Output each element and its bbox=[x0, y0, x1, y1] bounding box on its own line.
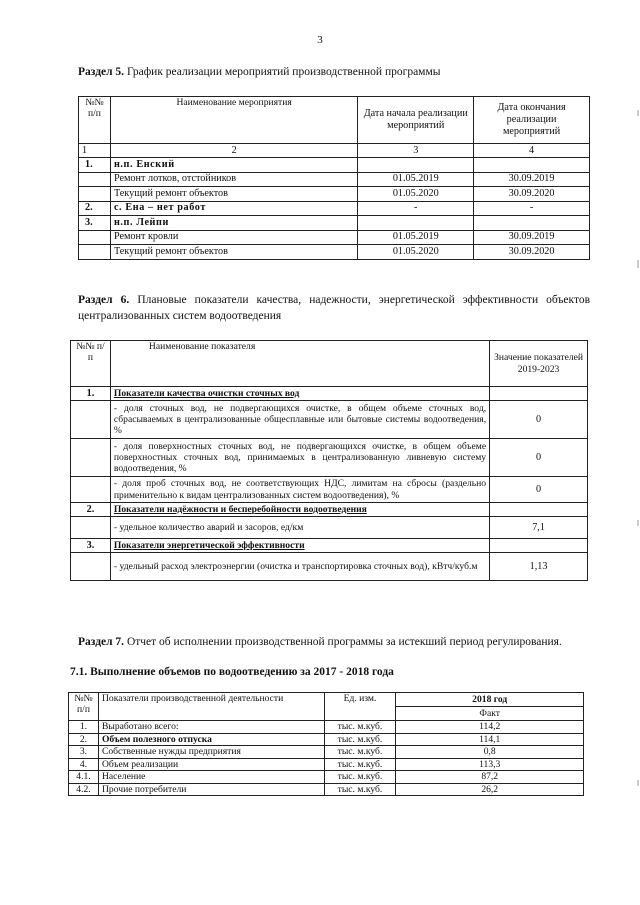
s6-table-row bbox=[71, 539, 588, 553]
s7-row-value: 26,2 bbox=[396, 783, 584, 796]
section6-title-line1: Плановые показатели качества, надежности, энергетической эффективности объектов bbox=[137, 294, 591, 306]
scan-edge-marks bbox=[634, 0, 640, 905]
s7-row-name: Объем полезного отпуска bbox=[98, 733, 324, 746]
s7-table-row bbox=[69, 721, 584, 734]
s7-row-unit: тыс. м.куб. bbox=[324, 721, 396, 734]
s6-row-value: 0 bbox=[490, 477, 588, 503]
s5-row-end: 30.09.2020 bbox=[474, 187, 590, 202]
s6-header-num: №№ п/п bbox=[71, 341, 111, 387]
s6-row-value: 0 bbox=[490, 439, 588, 477]
s7-header-num: №№ п/п bbox=[69, 693, 99, 721]
s6-row-num bbox=[71, 477, 111, 503]
s6-table-row bbox=[71, 503, 588, 517]
s6-row-value bbox=[490, 503, 588, 517]
s5-colnum-2: 2 bbox=[110, 144, 357, 158]
s5-row-name: Текущий ремонт объектов bbox=[110, 187, 357, 202]
s6-row-value: 1,13 bbox=[490, 553, 588, 581]
s5-colnum-3: 3 bbox=[358, 144, 474, 158]
s7-table-row bbox=[69, 771, 584, 784]
page-number: 3 bbox=[317, 34, 323, 46]
s6-rows bbox=[71, 387, 588, 581]
section7-subtitle: 7.1. Выполнение объемов по водоотведению за 2017 - 2018 года bbox=[70, 666, 394, 678]
s5-table-row bbox=[79, 158, 590, 173]
s7-header-year: 2018 год bbox=[396, 693, 584, 707]
s7-row-value: 114,2 bbox=[396, 721, 584, 734]
s5-rows bbox=[79, 158, 590, 260]
s7-row-name: Прочие потребители bbox=[98, 783, 324, 796]
s7-row-num: 4.2. bbox=[69, 783, 99, 796]
s5-row-start: 01.05.2020 bbox=[358, 245, 474, 260]
s6-table-row bbox=[71, 439, 588, 477]
s7-row-num: 3. bbox=[69, 746, 99, 759]
s7-row-num: 2. bbox=[69, 733, 99, 746]
s6-row-value: 0 bbox=[490, 401, 588, 439]
s5-row-start bbox=[358, 158, 474, 173]
s5-table-row bbox=[79, 172, 590, 187]
s5-table-row bbox=[79, 216, 590, 231]
s5-row-end: - bbox=[474, 201, 590, 216]
s7-row-unit: тыс. м.куб. bbox=[324, 733, 396, 746]
s5-row-num bbox=[79, 172, 111, 187]
s5-row-num bbox=[79, 245, 111, 260]
s5-table-row bbox=[79, 230, 590, 245]
s7-row-name: Объем реализации bbox=[98, 758, 324, 771]
s5-row-start: 01.05.2019 bbox=[358, 230, 474, 245]
s5-header-name: Наименование мероприятия bbox=[110, 97, 357, 144]
section5-table bbox=[78, 96, 590, 260]
s5-row-end bbox=[474, 216, 590, 231]
s6-row-name: Показатели качества очистки сточных вод bbox=[110, 387, 489, 401]
s5-row-end: 30.09.2020 bbox=[474, 245, 590, 260]
s7-table-row bbox=[69, 783, 584, 796]
s7-row-value: 87,2 bbox=[396, 771, 584, 784]
s5-row-start: 01.05.2019 bbox=[358, 172, 474, 187]
s5-row-num bbox=[79, 230, 111, 245]
s5-table-row bbox=[79, 245, 590, 260]
s5-row-name: с. Ена – нет работ bbox=[110, 201, 357, 216]
s5-header-num: №№ п/п bbox=[79, 97, 111, 144]
s5-row-name: н.п. Лейпи bbox=[110, 216, 357, 231]
section7-table bbox=[68, 692, 584, 796]
section6-table bbox=[70, 340, 588, 581]
s6-table-row bbox=[71, 387, 588, 401]
s5-colnum-4: 4 bbox=[474, 144, 590, 158]
s6-row-num bbox=[71, 439, 111, 477]
s5-row-start: - bbox=[358, 201, 474, 216]
s6-row-value: 7,1 bbox=[490, 517, 588, 539]
s5-row-end bbox=[474, 158, 590, 173]
s6-row-num: 2. bbox=[71, 503, 111, 517]
s6-header-name: Наименование показателя bbox=[110, 341, 489, 387]
s7-rows bbox=[69, 721, 584, 796]
s7-row-value: 0,8 bbox=[396, 746, 584, 759]
section6-number: Раздел 6. bbox=[78, 294, 130, 306]
s7-header-unit: Ед. изм. bbox=[324, 693, 396, 721]
s7-row-num: 4. bbox=[69, 758, 99, 771]
s6-header-value: Значение показателей 2019-2023 bbox=[490, 341, 588, 387]
section6-title-line2: централизованных систем водоотведения bbox=[78, 310, 282, 322]
s5-table-row bbox=[79, 201, 590, 216]
s5-row-name: н.п. Енский bbox=[110, 158, 357, 173]
s6-table-row bbox=[71, 401, 588, 439]
s5-row-start: 01.05.2020 bbox=[358, 187, 474, 202]
s5-row-num bbox=[79, 187, 111, 202]
s5-row-num: 3. bbox=[79, 216, 111, 231]
s6-row-value bbox=[490, 539, 588, 553]
section7-heading bbox=[78, 636, 562, 648]
s5-table-row bbox=[79, 187, 590, 202]
section5-number: Раздел 5. bbox=[78, 66, 125, 78]
s6-row-num: 1. bbox=[71, 387, 111, 401]
s6-row-name: - удельный расход электроэнергии (очистка и транспортировка сточных вод), кВтч/куб.м bbox=[110, 553, 489, 581]
s5-row-name: Текущий ремонт объектов bbox=[110, 245, 357, 260]
s6-table-row bbox=[71, 553, 588, 581]
s7-table-row bbox=[69, 746, 584, 759]
s5-colnum-1: 1 bbox=[79, 144, 111, 158]
section5-title: График реализации мероприятий производственной программы bbox=[126, 66, 441, 78]
s6-row-name: - доля сточных вод, не подвергающихся очистке, в общем объеме сточных вод, сбрасываемых в централизованные общесплавные или бытовые системы водоотведения, % bbox=[110, 401, 489, 439]
s7-header-name: Показатели производственной деятельности bbox=[98, 693, 324, 721]
s5-row-num: 1. bbox=[79, 158, 111, 173]
s7-table-row bbox=[69, 758, 584, 771]
section7-title: Отчет об исполнении производственной программы за истекший период регулирования. bbox=[126, 636, 562, 648]
s7-table-row bbox=[69, 733, 584, 746]
s6-row-name: Показатели надёжности и бесперебойности водоотведения bbox=[110, 503, 489, 517]
s7-row-name: Выработано всего: bbox=[98, 721, 324, 734]
section7-number: Раздел 7. bbox=[78, 636, 125, 648]
s5-header-start: Дата начала реализации мероприятий bbox=[358, 97, 474, 144]
s5-row-num: 2. bbox=[79, 201, 111, 216]
s6-row-num bbox=[71, 517, 111, 539]
section6-heading bbox=[78, 294, 590, 306]
s5-row-end: 30.09.2019 bbox=[474, 230, 590, 245]
s6-row-name: Показатели энергетической эффективности bbox=[110, 539, 489, 553]
s7-row-num: 4.1. bbox=[69, 771, 99, 784]
s7-row-unit: тыс. м.куб. bbox=[324, 758, 396, 771]
s6-row-name: - удельное количество аварий и засоров, ед/км bbox=[110, 517, 489, 539]
s7-row-value: 113,3 bbox=[396, 758, 584, 771]
s6-table-row bbox=[71, 477, 588, 503]
s7-header-fact: Факт bbox=[396, 707, 584, 721]
s7-row-unit: тыс. м.куб. bbox=[324, 771, 396, 784]
s6-row-name: - доля проб сточных вод, не соответствующих НДС, лимитам на сбросы (раздельно применительно к видам централизованных систем водоотведения), % bbox=[110, 477, 489, 503]
s5-row-name: Ремонт лотков, отстойников bbox=[110, 172, 357, 187]
s7-row-name: Собственные нужды предприятия bbox=[98, 746, 324, 759]
s7-row-num: 1. bbox=[69, 721, 99, 734]
s5-row-name: Ремонт кровли bbox=[110, 230, 357, 245]
s5-row-end: 30.09.2019 bbox=[474, 172, 590, 187]
s5-header-end: Дата окончания реализации мероприятий bbox=[474, 97, 590, 144]
s6-row-value bbox=[490, 387, 588, 401]
s7-row-unit: тыс. м.куб. bbox=[324, 783, 396, 796]
s7-row-unit: тыс. м.куб. bbox=[324, 746, 396, 759]
section5-heading bbox=[78, 66, 440, 78]
s5-row-start bbox=[358, 216, 474, 231]
s7-row-value: 114,1 bbox=[396, 733, 584, 746]
s6-row-name: - доля поверхностных сточных вод, не подвергающихся очистке, в общем объеме поверхностных сточных вод, принимаемых в централизованную ливневую систему водоотведения, % bbox=[110, 439, 489, 477]
s6-row-num: 3. bbox=[71, 539, 111, 553]
s7-row-name: Население bbox=[98, 771, 324, 784]
s6-row-num bbox=[71, 553, 111, 581]
s6-table-row bbox=[71, 517, 588, 539]
s6-row-num bbox=[71, 401, 111, 439]
